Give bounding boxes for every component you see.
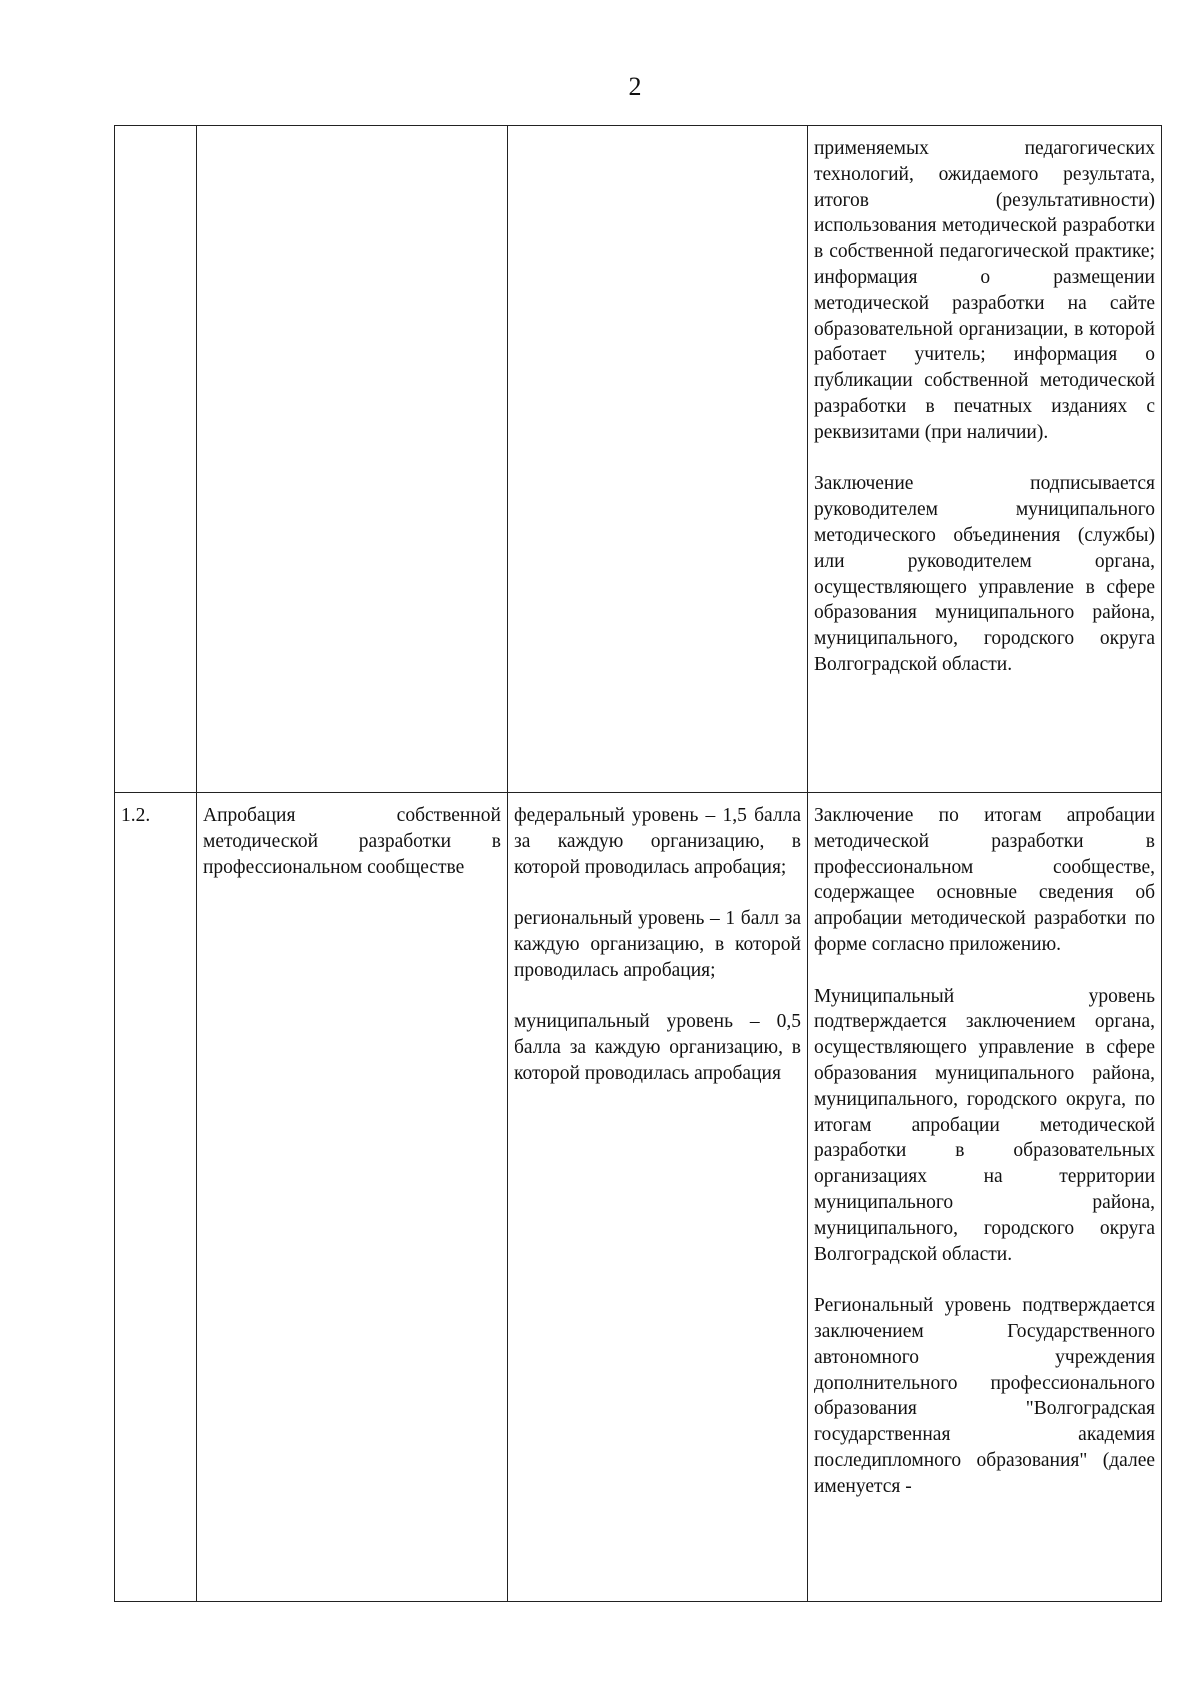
evidence-paragraph: Заключение по итогам апробации методической разработки в профессиональном сообществе, содержащее основные сведения об апробации методической разработки по форме согласно приложению.	[814, 805, 1155, 955]
criterion-cell: Апробация собственной методической разработки в профессиональном сообществе	[197, 793, 508, 1602]
evidence-paragraph: Муниципальный уровень подтверждается заключением органа, осуществляющего управление в сфере образования муниципального района, муниципального, городского округа, по итогам апробации методической разработки в образовательных организациях на территории муниципального района, муниципального, городского округа Волгоградской области.	[814, 985, 1155, 1265]
table-row	[115, 793, 1162, 1602]
evidence-paragraph: Региональный уровень подтверждается заключением Государственного автономного учреждения дополнительного профессионального образования "Волгоградская государственная академия последипломного образования" (далее именуется -	[814, 1295, 1155, 1497]
scoring-cell	[508, 793, 808, 1602]
criterion-cell	[197, 126, 508, 793]
row-number-cell: 1.2.	[115, 793, 197, 1602]
scoring-paragraph: муниципальный уровень – 0,5 балла за каждую организацию, в которой проводилась апробация	[514, 1011, 801, 1084]
evidence-paragraph: применяемых педагогических технологий, ожидаемого результата, итогов (результативности) использования методической разработки в собственной педагогической практике; информация о размещении методической разработки на сайте образовательной организации, в которой работает учитель; информация о публикации собственной методической разработки в печатных изданиях с реквизитами (при наличии).	[814, 138, 1155, 443]
scoring-paragraph: федеральный уровень – 1,5 балла за каждую организацию, в которой проводилась апробация;	[514, 805, 801, 878]
evidence-paragraph: Заключение подписывается руководителем муниципального методического объединения (службы) или руководителем органа, осуществляющего управление в сфере образования муниципального района, муниципального, городского округа Волгоградской области.	[814, 473, 1155, 675]
scoring-paragraph: региональный уровень – 1 балл за каждую организацию, в которой проводилась апробация;	[514, 908, 801, 981]
evidence-cell	[808, 126, 1162, 793]
evidence-cell	[808, 793, 1162, 1602]
page-number: 2	[628, 72, 642, 101]
scoring-cell	[508, 126, 808, 793]
table-row	[115, 126, 1162, 793]
criteria-table	[114, 125, 1162, 1602]
row-number-cell	[115, 126, 197, 793]
